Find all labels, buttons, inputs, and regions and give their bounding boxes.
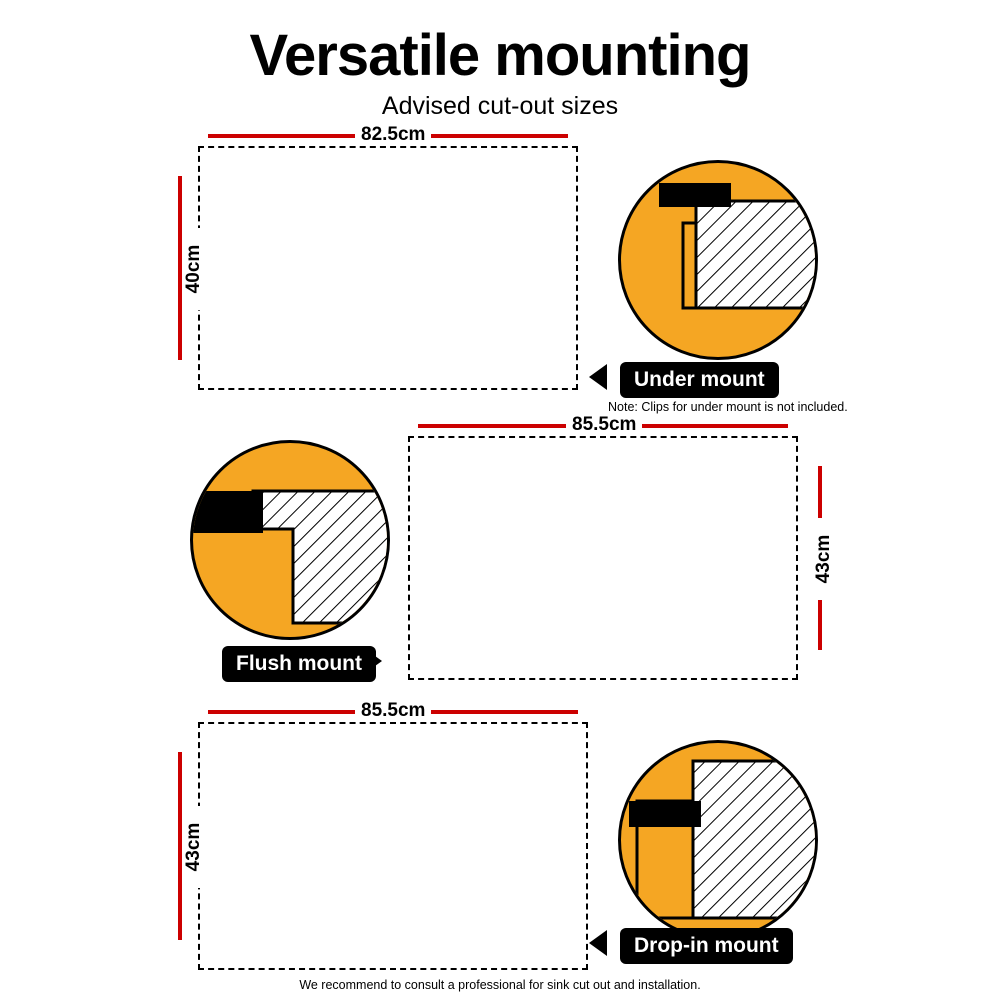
callout-drop-in-mount: Drop-in mount [620,928,793,964]
dimension-line-height-under-mount [178,176,182,360]
dimension-label-height-under-mount: 40cm [183,228,205,310]
cutout-rect-under-mount [198,146,578,390]
arrow-right-icon-flush-mount [364,648,382,674]
detail-circle-drop-in-mount [618,740,818,940]
callout-under-mount: Under mount [620,362,779,398]
detail-circle-under-mount [618,160,818,360]
dimension-label-width-flush-mount: 85.5cm [566,414,642,436]
dimension-label-height-drop-in-mount: 43cm [183,806,205,888]
drop-in-mount-cross-section [621,743,818,940]
arrow-left-icon-under-mount [589,364,607,390]
under-mount-cross-section [621,163,818,360]
dimension-label-width-drop-in-mount: 85.5cm [355,700,431,722]
callout-flush-mount: Flush mount [222,646,376,682]
page-title: Versatile mounting [249,23,751,88]
note-under-mount: Note: Clips for under mount is not included. [608,400,848,414]
dimension-label-width-under-mount: 82.5cm [355,124,431,146]
dimension-line-height-drop-in-mount [178,752,182,940]
flush-mount-cross-section [193,443,390,640]
arrow-left-icon-drop-in-mount [589,930,607,956]
footer-note: We recommend to consult a professional for sink cut out and installation. [299,978,701,992]
dimension-label-height-flush-mount: 43cm [813,518,835,600]
detail-circle-flush-mount [190,440,390,640]
cutout-rect-drop-in-mount [198,722,588,970]
page-subtitle: Advised cut-out sizes [381,92,619,120]
cutout-rect-flush-mount [408,436,798,680]
